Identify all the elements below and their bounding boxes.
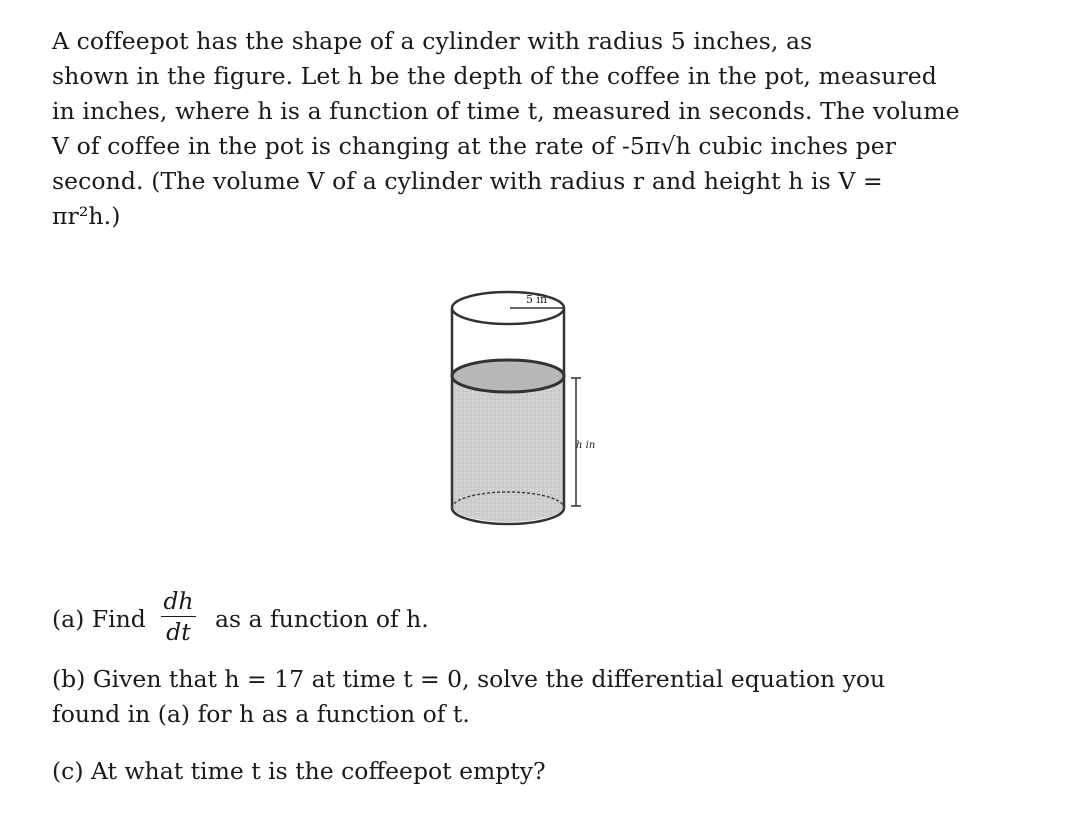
statement-line-2: shown in the figure. Let h be the depth of the coffee in the pot, measured [52, 62, 937, 90]
part-c-text: (c) At what time t is the coffeepot empty? [52, 757, 546, 785]
derivative-fraction [161, 586, 195, 647]
coffee-fill [452, 376, 564, 522]
statement-line-5: second. (The volume V of a cylinder with radius r and height h is V = [52, 167, 883, 195]
part-b-line-2: found in (a) for h as a function of t. [52, 700, 470, 728]
statement-line-1: A coffeepot has the shape of a cylinder with radius 5 inches, as [52, 27, 813, 55]
part-b-line-1: (b) Given that h = 17 at time t = 0, solve the differential equation you [52, 665, 886, 693]
part-c [52, 754, 546, 789]
fraction-numerator: dh [163, 587, 194, 615]
coffee-surface [452, 360, 564, 392]
statement-line-6: πr²h.) [52, 202, 121, 230]
problem-statement [52, 24, 1002, 234]
height-label: h in [576, 440, 596, 451]
statement-line-3: in inches, where h is a function of time t, measured in seconds. The volume [52, 97, 960, 125]
part-a-suffix: as a function of h. [214, 605, 429, 633]
part-b [52, 662, 885, 732]
part-a [52, 587, 429, 651]
fraction-denominator: dt [166, 618, 191, 646]
coffeepot-cylinder-figure [430, 270, 630, 540]
part-a-prefix: (a) Find [52, 605, 146, 633]
statement-line-4: V of coffee in the pot is changing at the rate of -5π√h cubic inches per [52, 132, 897, 160]
radius-label: 5 in [526, 293, 548, 306]
